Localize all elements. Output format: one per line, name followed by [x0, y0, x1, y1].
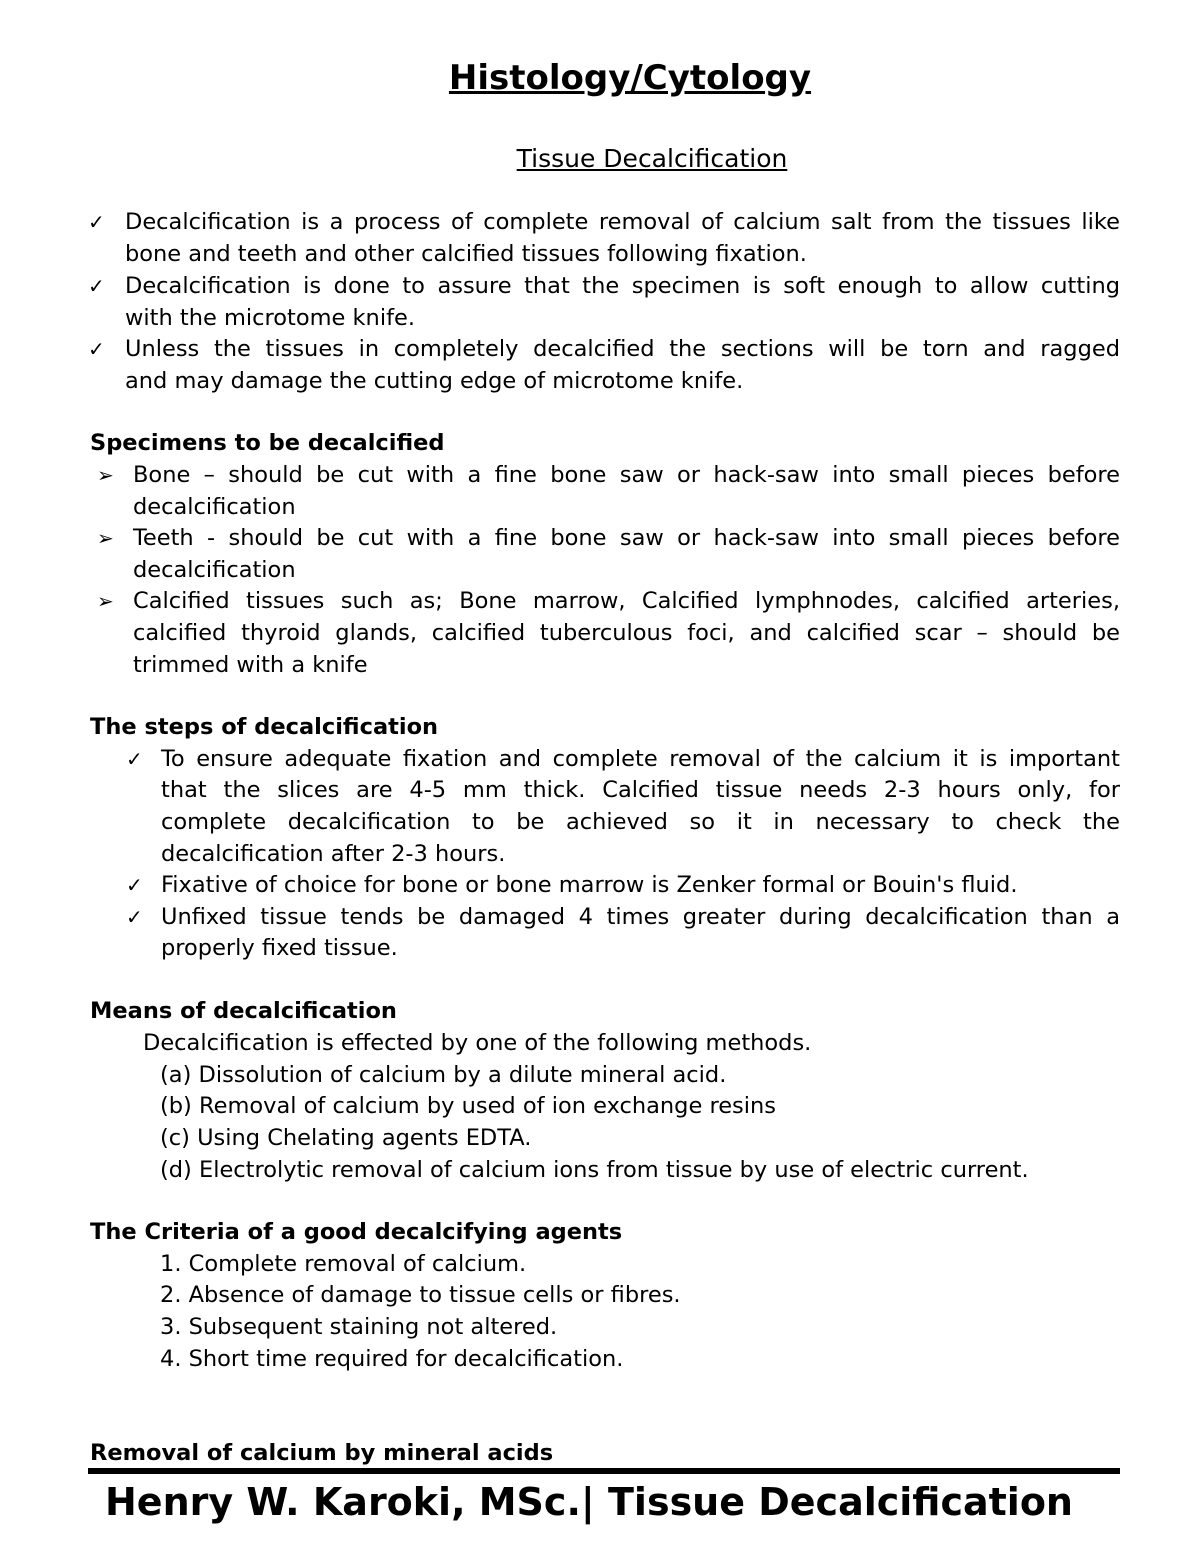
criteria-item-1: 1. Complete removal of calcium.	[160, 1251, 527, 1277]
means-item-b: (b) Removal of calcium by used of ion exchange resins	[160, 1093, 777, 1119]
specimen-2-line-1: Teeth - should be cut with a fine bone saw or hack-saw into small pieces before	[133, 525, 1120, 551]
arrow-bullet-icon: ➢	[97, 526, 114, 550]
page-title: Histology/Cytology	[448, 58, 812, 98]
criteria-heading: The Criteria of a good decalcifying agents	[90, 1219, 623, 1245]
specimen-1-line-2: decalcification	[133, 494, 296, 520]
check-icon: ✓	[126, 873, 143, 897]
step-1-line-2: that the slices are 4-5 mm thick. Calcified tissue needs 2-3 hours only, for	[161, 777, 1120, 803]
step-3-line-1: Unfixed tissue tends be damaged 4 times greater during decalcification than a	[161, 904, 1120, 930]
means-item-d: (d) Electrolytic removal of calcium ions from tissue by use of electric current.	[160, 1157, 1029, 1183]
intro-bullet-3-line-2: and may damage the cutting edge of microtome knife.	[125, 368, 744, 394]
next-section-heading: Removal of calcium by mineral acids	[90, 1440, 554, 1466]
page-footer: Henry W. Karoki, MSc.| Tissue Decalcification	[105, 1480, 1073, 1524]
intro-bullet-3-line-1: Unless the tissues in completely decalcified the sections will be torn and ragged	[125, 336, 1120, 362]
specimen-3-line-3: trimmed with a knife	[133, 652, 368, 678]
step-1-line-4: decalcification after 2-3 hours.	[161, 841, 506, 867]
criteria-item-3: 3. Subsequent staining not altered.	[160, 1314, 558, 1340]
step-2-line-1: Fixative of choice for bone or bone marrow is Zenker formal or Bouin's fluid.	[161, 872, 1018, 898]
step-3-line-2: properly fixed tissue.	[161, 935, 398, 961]
check-icon: ✓	[88, 210, 105, 234]
step-1-line-1: To ensure adequate fixation and complete removal of the calcium it is important	[161, 746, 1120, 772]
intro-bullet-2-line-1: Decalcification is done to assure that the specimen is soft enough to allow cutting	[125, 273, 1120, 299]
specimens-heading: Specimens to be decalcified	[90, 430, 445, 456]
step-1-line-3: complete decalcification to be achieved so it in necessary to check the	[161, 809, 1120, 835]
steps-heading: The steps of decalcification	[90, 714, 439, 740]
intro-bullet-1-line-2: bone and teeth and other calcified tissues following fixation.	[125, 241, 807, 267]
footer-divider	[88, 1468, 1120, 1474]
specimen-3-line-1: Calcified tissues such as; Bone marrow, Calcified lymphnodes, calcified arteries,	[133, 588, 1120, 614]
check-icon: ✓	[126, 905, 143, 929]
criteria-item-4: 4. Short time required for decalcification.	[160, 1346, 624, 1372]
specimen-1-line-1: Bone – should be cut with a fine bone saw or hack-saw into small pieces before	[133, 462, 1120, 488]
page-subtitle: Tissue Decalcification	[516, 144, 788, 173]
intro-bullet-1-line-1: Decalcification is a process of complete removal of calcium salt from the tissues like	[125, 209, 1120, 235]
means-heading: Means of decalcification	[90, 998, 397, 1024]
specimen-2-line-2: decalcification	[133, 557, 296, 583]
criteria-item-2: 2. Absence of damage to tissue cells or fibres.	[160, 1282, 681, 1308]
check-icon: ✓	[88, 274, 105, 298]
arrow-bullet-icon: ➢	[97, 463, 114, 487]
arrow-bullet-icon: ➢	[97, 589, 114, 613]
means-intro: Decalcification is effected by one of the following methods.	[143, 1030, 812, 1056]
intro-bullet-2-line-2: with the microtome knife.	[125, 305, 415, 331]
check-icon: ✓	[88, 337, 105, 361]
means-item-a: (a) Dissolution of calcium by a dilute mineral acid.	[160, 1062, 727, 1088]
check-icon: ✓	[126, 747, 143, 771]
specimen-3-line-2: calcified thyroid glands, calcified tuberculous foci, and calcified scar – should be	[133, 620, 1120, 646]
means-item-c: (c) Using Chelating agents EDTA.	[160, 1125, 532, 1151]
